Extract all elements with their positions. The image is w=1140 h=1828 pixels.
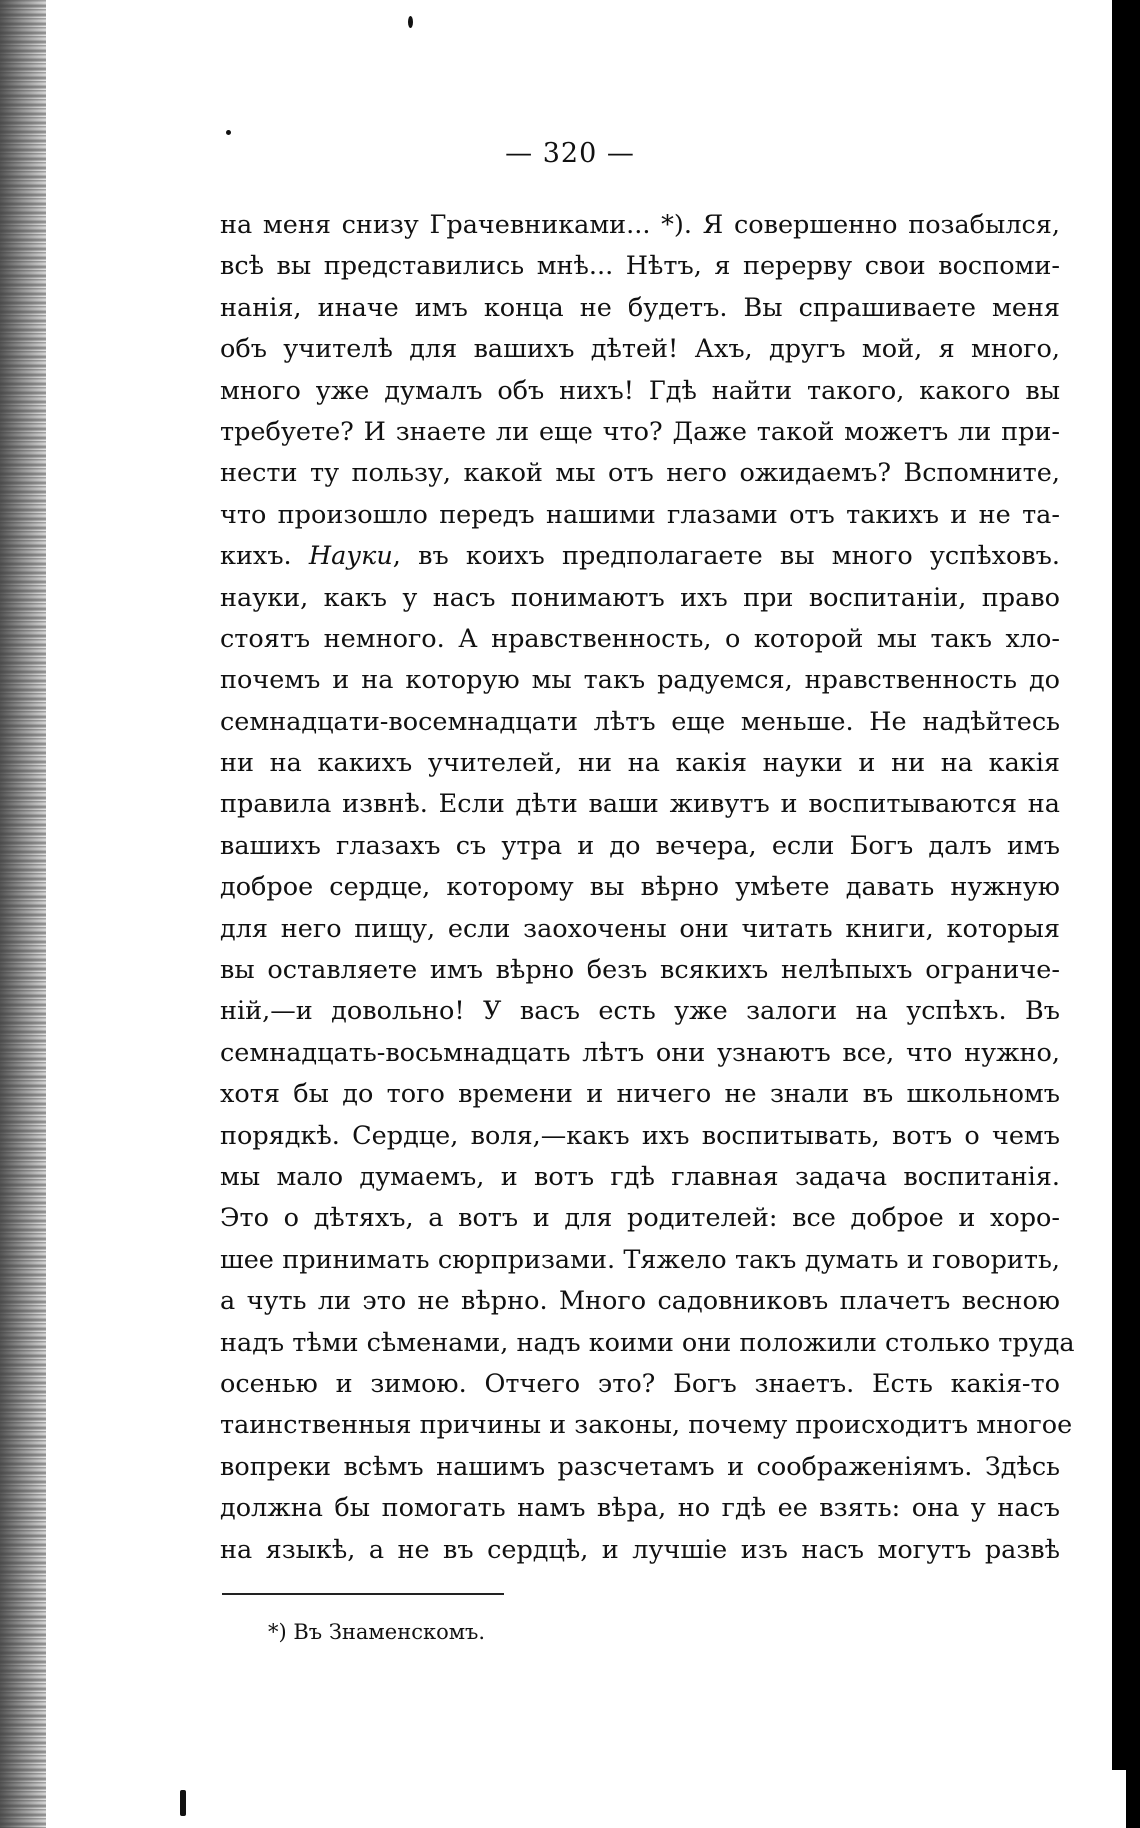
text-line-with-italic: [220, 536, 1060, 577]
page-number: — 320 —: [505, 138, 635, 169]
text-line: вы оставляете имъ вѣрно безъ всякихъ нелѣпыхъ ограниче-: [220, 955, 1060, 986]
text-line: нести ту пользу, какой мы отъ него ожидаемъ? Вспомните,: [220, 458, 1060, 489]
text-line: семнадцати-восемнадцати лѣтъ еще меньше. Не надѣйтесь: [220, 706, 1060, 737]
text-line: доброе сердце, которому вы вѣрно умѣете давать нужную: [220, 872, 1060, 903]
text-line: ній,—и довольно! У васъ есть уже залоги на успѣхъ. Въ: [220, 996, 1060, 1027]
text-line: осенью и зимою. Отчего это? Богъ знаетъ. Есть какія-то: [220, 1368, 1060, 1399]
text-line: на языкѣ, а не въ сердцѣ, и лучшіе изъ насъ могутъ развѣ: [220, 1534, 1060, 1565]
text-line: правила извнѣ. Если дѣти ваши живутъ и воспитываются на: [220, 789, 1060, 820]
scan-speck: [180, 1790, 186, 1816]
text-line: почемъ и на которую мы такъ радуемся, нравственность до: [220, 665, 1060, 696]
text-line: таинственныя причины и законы, почему происходитъ многое: [220, 1410, 1073, 1441]
text-line: на меня снизу Грачевниками... *). Я совершенно позабылся,: [220, 210, 1060, 240]
text-line: требуете? И знаете ли еще что? Даже такой можетъ ли при-: [220, 416, 1060, 447]
text-line: а чуть ли это не вѣрно. Много садовниковъ плачетъ весною: [220, 1286, 1060, 1317]
text-line: шее принимать сюрпризами. Тяжело такъ думать и говорить,: [220, 1244, 1060, 1275]
footnote-divider: [222, 1593, 504, 1595]
text-line: надъ тѣми сѣменами, надъ коими они положили столько труда: [220, 1327, 1075, 1358]
scan-right-edge-bottom: [1126, 1770, 1140, 1828]
text-line: мы мало думаемъ, и вотъ гдѣ главная задача воспитанія.: [220, 1161, 1060, 1192]
italic-word: Науки: [308, 541, 393, 572]
text-line: вопреки всѣмъ нашимъ разсчетамъ и соображеніямъ. Здѣсь: [220, 1451, 1060, 1482]
text-line: порядкѣ. Сердце, воля,—какъ ихъ воспитывать, вотъ о чемъ: [220, 1120, 1060, 1151]
footnote: *) Въ Знаменскомъ.: [268, 1620, 486, 1644]
text-line: семнадцать-восьмнадцать лѣтъ они узнаютъ все, что нужно,: [220, 1037, 1060, 1068]
text-line: что произошло передъ нашими глазами отъ такихъ и не та-: [220, 499, 1060, 530]
text-line: для него пищу, если заохочены они читать книги, которыя: [220, 913, 1060, 944]
text-line: хотя бы до того времени и ничего не знали въ школьномъ: [220, 1079, 1060, 1110]
text-line: науки, какъ у насъ понимаютъ ихъ при воспитаніи, право: [220, 582, 1060, 613]
text-line: должна бы помогать намъ вѣра, но гдѣ ее взять: она у насъ: [220, 1493, 1060, 1524]
scan-speck: [226, 130, 231, 135]
text-line: Это о дѣтяхъ, а вотъ и для родителей: все доброе и хоро-: [220, 1203, 1060, 1234]
text-fragment: кихъ.: [220, 541, 309, 572]
text-line: всѣ вы представились мнѣ... Нѣтъ, я перерву свои воспоми-: [220, 251, 1060, 282]
text-line: стоятъ немного. А нравственность, о которой мы такъ хло-: [220, 623, 1060, 654]
scan-right-edge: [1112, 0, 1140, 1770]
text-fragment: , въ коихъ предполагаете вы много успѣховъ.: [392, 541, 1060, 572]
text-line: вашихъ глазахъ съ утра и до вечера, если Богъ далъ имъ: [220, 830, 1060, 861]
text-line: ни на какихъ учителей, ни на какія науки и ни на какія: [220, 748, 1060, 779]
scan-left-edge: [0, 0, 46, 1828]
text-line: объ учителѣ для вашихъ дѣтей! Ахъ, другъ мой, я много,: [220, 334, 1060, 365]
body-text: [220, 205, 1075, 1571]
text-line: много уже думалъ объ нихъ! Гдѣ найти такого, какого вы: [220, 375, 1060, 406]
scan-speck: [408, 16, 413, 28]
text-line: нанія, иначе имъ конца не будетъ. Вы спрашиваете меня: [220, 292, 1060, 323]
